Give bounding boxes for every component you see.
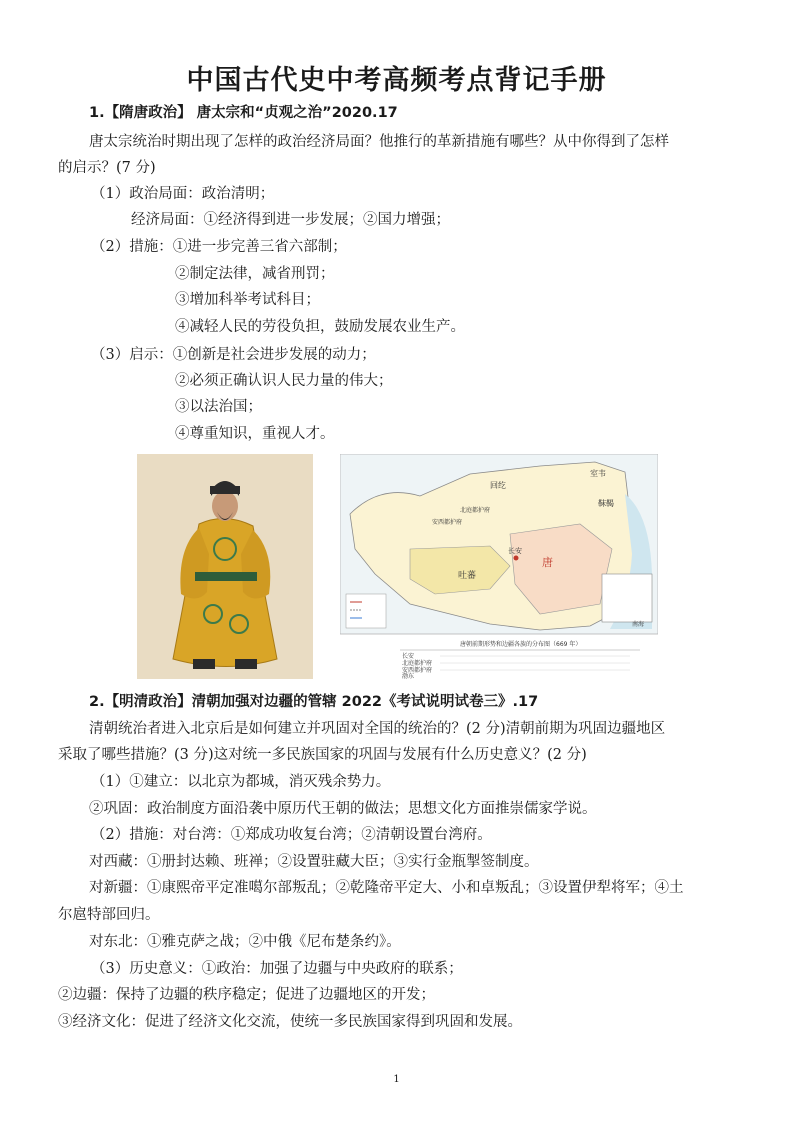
q2-answer-2-line2: 对西藏：①册封达赖、班禅；②设置驻藏大臣；③实行金瓶掣签制度。 — [89, 854, 539, 870]
q1-answer-3-line1: （3）启示：①创新是社会进步发展的动力； — [91, 347, 376, 363]
tang-map-drawing — [340, 454, 658, 679]
map-label-changan: 长安 — [508, 547, 522, 555]
q1-question-line1: 唐太宗统治时期出现了怎样的政治经济局面？他推行的革新措施有哪些？从中你得到了怎样 — [89, 134, 669, 150]
q1-answer-3-line3: ③以法治国； — [175, 399, 262, 415]
map-label-beiting: 北庭都护府 — [460, 507, 491, 514]
map-label-tang: 唐 — [542, 556, 553, 569]
q2-question-line1: 清朝统治者进入北京后是如何建立并巩固对全国的统治的？(2 分)清朝前期为巩固边疆地区 — [89, 721, 666, 737]
map-legend-changan: 长安 — [402, 653, 415, 660]
map-caption: 唐朝前期形势和边疆各族的分布图（669 年） — [460, 641, 582, 648]
emperor-portrait-drawing — [137, 454, 313, 679]
q2-answer-2-line1: （2）措施：对台湾：①郑成功收复台湾；②清朝设置台湾府。 — [91, 827, 492, 843]
q1-answer-3-line4: ④尊重知识，重视人才。 — [175, 426, 335, 442]
q2-question-line2: 采取了哪些措施？(3 分)这对统一多民族国家的巩固与发展有什么历史意义？(2 分) — [58, 747, 587, 763]
q2-answer-2-line3: 对新疆：①康熙帝平定准噶尔部叛乱；②乾隆帝平定大、小和卓叛乱；③设置伊犁将军；④土 — [89, 880, 684, 896]
q2-answer-3-line1: （3）历史意义：①政治：加强了边疆与中央政府的联系； — [91, 961, 463, 977]
q2-heading: 2.【明清政治】清朝加强对边疆的管辖 2022《考试说明试卷三》.17 — [89, 694, 539, 710]
q1-answer-2-line2: ②制定法律，减省刑罚； — [175, 266, 335, 282]
q2-answer-1-line2: ②巩固：政治制度方面沿袭中原历代王朝的做法；思想文化方面推崇儒家学说。 — [89, 801, 597, 817]
map-legend-liaodong: 渤东 — [402, 673, 415, 679]
q1-answer-1-line2: 经济局面：①经济得到进一步发展；②国力增强； — [131, 212, 450, 228]
changan-marker — [514, 556, 519, 561]
q1-answer-1-line1: （1）政治局面：政治清明； — [91, 186, 275, 202]
map-label-mohe: 靺鞨 — [598, 499, 614, 508]
q2-answer-3-line2: ②边疆：保持了边疆的秩序稳定；促进了边疆地区的开发； — [58, 987, 435, 1003]
q2-answer-1-line1: （1）①建立：以北京为都城，消灭残余势力。 — [91, 774, 391, 790]
q1-answer-2-line4: ④减轻人民的劳役负担，鼓励发展农业生产。 — [175, 319, 465, 335]
page-number: 1 — [393, 1074, 400, 1085]
map-legend-anxi: 安西都护府 — [402, 667, 433, 674]
q2-answer-2-line4: 尔扈特部回归。 — [58, 907, 160, 923]
map-label-nanhai: 南海 — [632, 621, 645, 628]
q1-answer-2-line3: ③增加科举考试科目； — [175, 292, 320, 308]
q2-answer-2-line5: 对东北：①雅克萨之战；②中俄《尼布楚条约》。 — [89, 934, 401, 950]
map-label-shiwei: 室韦 — [590, 469, 606, 478]
q1-heading: 1.【隋唐政治】 唐太宗和“贞观之治”2020.17 — [89, 105, 398, 121]
q1-answer-2-line1: （2）措施：①进一步完善三省六部制； — [91, 239, 347, 255]
q1-answer-3-line2: ②必须正确认识人民力量的伟大； — [175, 373, 393, 389]
tang-map-image — [340, 454, 658, 679]
emperor-portrait-image — [137, 454, 313, 679]
map-label-huihe: 回纥 — [490, 481, 506, 490]
map-label-tubo: 吐蕃 — [458, 571, 477, 581]
q2-answer-3-line3: ③经济文化：促进了经济文化交流，使统一多民族国家得到巩固和发展。 — [58, 1014, 522, 1030]
q1-question-line2: 的启示？(7 分) — [58, 160, 156, 176]
map-label-anxi: 安西都护府 — [432, 519, 463, 526]
page-title: 中国古代史中考高频考点背记手册 — [186, 65, 607, 96]
map-legend-beiting: 北庭都护府 — [402, 660, 433, 667]
